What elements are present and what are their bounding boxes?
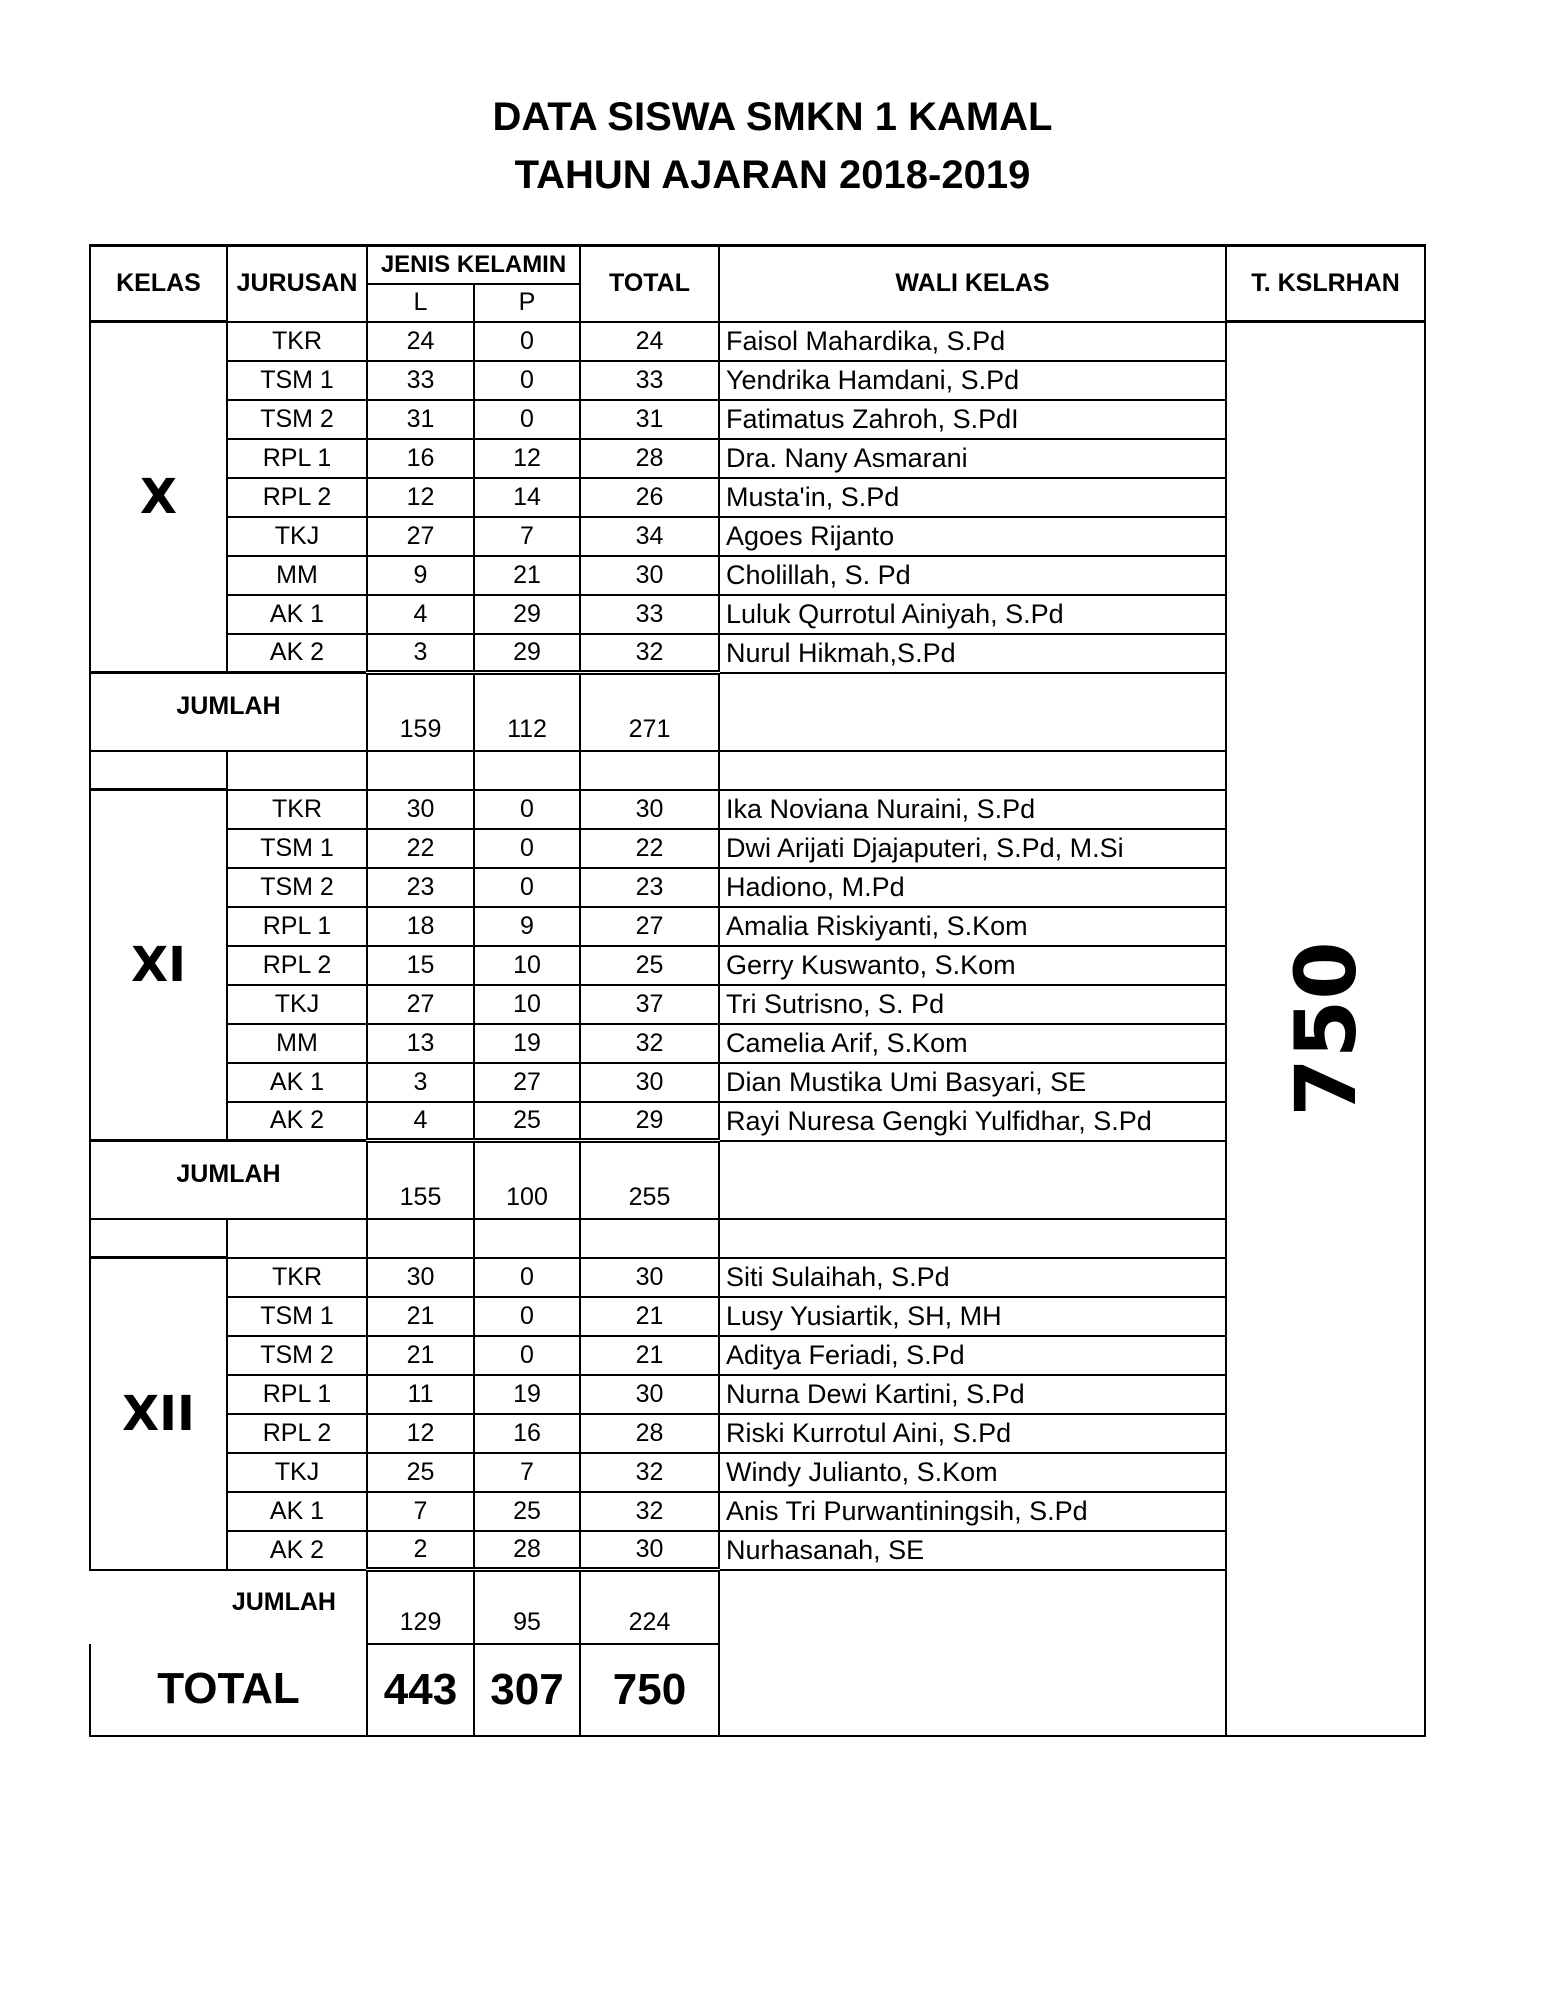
wali-kelas-cell: Hadiono, M.Pd [719,868,1226,907]
jumlah-l: 129 [367,1570,474,1644]
table-row [90,1063,1425,1102]
total-cell: 24 [580,322,719,361]
p-cell: 9 [474,907,580,946]
total-cell: 30 [580,1063,719,1102]
p-cell: 0 [474,1258,580,1297]
table-row [90,439,1425,478]
header-jenis-kelamin: JENIS KELAMIN [367,246,580,284]
p-cell: 14 [474,478,580,517]
l-cell: 31 [367,400,474,439]
table-row [90,790,1425,829]
jumlah-row [90,1570,1425,1644]
empty-cell [90,751,227,790]
l-cell: 22 [367,829,474,868]
total-l: 443 [367,1644,474,1736]
l-cell: 12 [367,478,474,517]
empty-cell [719,1141,1226,1219]
l-cell: 9 [367,556,474,595]
wali-kelas-cell: Camelia Arif, S.Kom [719,1024,1226,1063]
p-cell: 0 [474,1297,580,1336]
table-row [90,1102,1425,1141]
total-cell: 26 [580,478,719,517]
table-row [90,1453,1425,1492]
jurusan-cell: AK 2 [227,1102,367,1141]
total-cell: 33 [580,595,719,634]
table-row [90,829,1425,868]
l-cell: 33 [367,361,474,400]
jurusan-cell: TSM 2 [227,868,367,907]
wali-kelas-cell: Riski Kurrotul Aini, S.Pd [719,1414,1226,1453]
jurusan-cell: TSM 2 [227,400,367,439]
l-cell: 30 [367,1258,474,1297]
l-cell: 2 [367,1531,474,1570]
empty-cell [719,673,1226,751]
jurusan-cell: TSM 1 [227,1297,367,1336]
p-cell: 28 [474,1531,580,1570]
p-cell: 7 [474,517,580,556]
l-cell: 25 [367,1453,474,1492]
total-row [90,1644,1425,1736]
table-row [90,517,1425,556]
wali-kelas-cell: Yendrika Hamdani, S.Pd [719,361,1226,400]
header-l: L [367,284,474,322]
jumlah-l: 155 [367,1141,474,1219]
table-row [90,478,1425,517]
jurusan-cell: TSM 1 [227,829,367,868]
p-cell: 0 [474,829,580,868]
spacer-row [90,1219,1425,1258]
p-cell: 0 [474,400,580,439]
jurusan-cell: TKJ [227,517,367,556]
kelas-label: XII [90,1258,227,1570]
jurusan-cell: AK 1 [227,1492,367,1531]
p-cell: 16 [474,1414,580,1453]
table-row [90,556,1425,595]
table-row [90,361,1425,400]
table-row [90,907,1425,946]
total-cell: 32 [580,1453,719,1492]
wali-kelas-cell: Aditya Feriadi, S.Pd [719,1336,1226,1375]
empty-cell [580,751,719,790]
l-cell: 11 [367,1375,474,1414]
empty-cell [719,1644,1226,1736]
wali-kelas-cell: Nurul Hikmah,S.Pd [719,634,1226,673]
p-cell: 19 [474,1375,580,1414]
l-cell: 21 [367,1336,474,1375]
l-cell: 3 [367,1063,474,1102]
wali-kelas-cell: Dian Mustika Umi Basyari, SE [719,1063,1226,1102]
p-cell: 0 [474,790,580,829]
total-cell: 30 [580,1375,719,1414]
total-p: 307 [474,1644,580,1736]
p-cell: 27 [474,1063,580,1102]
jurusan-cell: RPL 1 [227,907,367,946]
jurusan-cell: TKJ [227,985,367,1024]
jurusan-cell: MM [227,1024,367,1063]
jumlah-p: 100 [474,1141,580,1219]
l-cell: 13 [367,1024,474,1063]
table-row [90,400,1425,439]
empty-cell [580,1219,719,1258]
jumlah-total: 271 [580,673,719,751]
p-cell: 25 [474,1492,580,1531]
total-cell: 28 [580,1414,719,1453]
empty-cell [474,751,580,790]
p-cell: 19 [474,1024,580,1063]
total-cell: 23 [580,868,719,907]
empty-cell [227,1219,367,1258]
table-row [90,322,1425,361]
table-row [90,1531,1425,1570]
total-cell: 30 [580,1258,719,1297]
total-label: TOTAL [90,1644,367,1736]
table-row [90,1414,1425,1453]
header-t-kslrhan: T. KSLRHAN [1226,246,1425,322]
wali-kelas-cell: Nurna Dewi Kartini, S.Pd [719,1375,1226,1414]
l-cell: 23 [367,868,474,907]
total-cell: 28 [580,439,719,478]
jurusan-cell: RPL 2 [227,478,367,517]
jurusan-cell: AK 2 [227,634,367,673]
p-cell: 25 [474,1102,580,1141]
table-row [90,1297,1425,1336]
p-cell: 29 [474,634,580,673]
wali-kelas-cell: Cholillah, S. Pd [719,556,1226,595]
p-cell: 10 [474,985,580,1024]
l-cell: 12 [367,1414,474,1453]
jumlah-total: 224 [580,1570,719,1644]
total-cell: 32 [580,1492,719,1531]
l-cell: 3 [367,634,474,673]
wali-kelas-cell: Anis Tri Purwantiningsih, S.Pd [719,1492,1226,1531]
wali-kelas-cell: Faisol Mahardika, S.Pd [719,322,1226,361]
jumlah-label: JUMLAH [90,1570,367,1644]
wali-kelas-cell: Ika Noviana Nuraini, S.Pd [719,790,1226,829]
jurusan-cell: TKR [227,790,367,829]
jumlah-p: 95 [474,1570,580,1644]
jurusan-cell: TKJ [227,1453,367,1492]
total-cell: 27 [580,907,719,946]
header-wali-kelas: WALI KELAS [719,246,1226,322]
l-cell: 16 [367,439,474,478]
jumlah-p: 112 [474,673,580,751]
jurusan-cell: TKR [227,1258,367,1297]
total-total: 750 [580,1644,719,1736]
wali-kelas-cell: Windy Julianto, S.Kom [719,1453,1226,1492]
jurusan-cell: TKR [227,322,367,361]
empty-cell [719,1219,1226,1258]
table-row [90,1024,1425,1063]
wali-kelas-cell: Luluk Qurrotul Ainiyah, S.Pd [719,595,1226,634]
empty-cell [227,751,367,790]
kelas-label: XI [90,790,227,1141]
l-cell: 15 [367,946,474,985]
l-cell: 18 [367,907,474,946]
student-data-table [89,244,1426,1737]
jumlah-row [90,673,1425,751]
page-subtitle: TAHUN AJARAN 2018-2019 [514,153,1031,197]
l-cell: 7 [367,1492,474,1531]
table-row [90,1375,1425,1414]
jurusan-cell: TSM 1 [227,361,367,400]
jurusan-cell: AK 2 [227,1531,367,1570]
header-p: P [474,284,580,322]
l-cell: 4 [367,595,474,634]
p-cell: 21 [474,556,580,595]
jurusan-cell: TSM 2 [227,1336,367,1375]
jurusan-cell: RPL 1 [227,1375,367,1414]
table-row [90,868,1425,907]
jurusan-cell: MM [227,556,367,595]
jumlah-total: 255 [580,1141,719,1219]
wali-kelas-cell: Dra. Nany Asmarani [719,439,1226,478]
empty-cell [367,751,474,790]
total-cell: 31 [580,400,719,439]
jumlah-row [90,1141,1425,1219]
page-title: DATA SISWA SMKN 1 KAMAL [492,95,1053,139]
p-cell: 0 [474,868,580,907]
empty-cell [719,1570,1226,1644]
l-cell: 27 [367,985,474,1024]
wali-kelas-cell: Gerry Kuswanto, S.Kom [719,946,1226,985]
wali-kelas-cell: Nurhasanah, SE [719,1531,1226,1570]
header-jurusan: JURUSAN [227,246,367,322]
l-cell: 30 [367,790,474,829]
total-cell: 32 [580,1024,719,1063]
jurusan-cell: RPL 2 [227,946,367,985]
p-cell: 29 [474,595,580,634]
wali-kelas-cell: Dwi Arijati Djajaputeri, S.Pd, M.Si [719,829,1226,868]
empty-cell [367,1219,474,1258]
p-cell: 10 [474,946,580,985]
total-cell: 34 [580,517,719,556]
kelas-label: X [90,322,227,673]
total-cell: 21 [580,1336,719,1375]
wali-kelas-cell: Siti Sulaihah, S.Pd [719,1258,1226,1297]
grand-total-value: 750 [1276,941,1375,1117]
wali-kelas-cell: Fatimatus Zahroh, S.PdI [719,400,1226,439]
total-cell: 21 [580,1297,719,1336]
table-row [90,634,1425,673]
wali-kelas-cell: Musta'in, S.Pd [719,478,1226,517]
total-cell: 25 [580,946,719,985]
total-cell: 29 [580,1102,719,1141]
jumlah-label: JUMLAH [90,1141,367,1219]
table-row [90,1492,1425,1531]
jumlah-l: 159 [367,673,474,751]
l-cell: 27 [367,517,474,556]
total-cell: 30 [580,556,719,595]
header-kelas: KELAS [90,246,227,322]
grand-total-cell [1226,322,1425,1736]
jurusan-cell: AK 1 [227,1063,367,1102]
table-row [90,946,1425,985]
jurusan-cell: RPL 1 [227,439,367,478]
total-cell: 22 [580,829,719,868]
jumlah-label: JUMLAH [90,673,367,751]
spacer-row [90,751,1425,790]
p-cell: 0 [474,322,580,361]
l-cell: 24 [367,322,474,361]
empty-cell [474,1219,580,1258]
wali-kelas-cell: Tri Sutrisno, S. Pd [719,985,1226,1024]
total-cell: 33 [580,361,719,400]
total-cell: 32 [580,634,719,673]
p-cell: 12 [474,439,580,478]
table-row [90,595,1425,634]
wali-kelas-cell: Lusy Yusiartik, SH, MH [719,1297,1226,1336]
wali-kelas-cell: Rayi Nuresa Gengki Yulfidhar, S.Pd [719,1102,1226,1141]
table-row [90,1336,1425,1375]
jurusan-cell: RPL 2 [227,1414,367,1453]
p-cell: 0 [474,1336,580,1375]
total-cell: 30 [580,790,719,829]
p-cell: 0 [474,361,580,400]
empty-cell [719,751,1226,790]
wali-kelas-cell: Amalia Riskiyanti, S.Kom [719,907,1226,946]
jurusan-cell: AK 1 [227,595,367,634]
total-cell: 30 [580,1531,719,1570]
table-row [90,1258,1425,1297]
table-row [90,985,1425,1024]
wali-kelas-cell: Agoes Rijanto [719,517,1226,556]
total-cell: 37 [580,985,719,1024]
l-cell: 21 [367,1297,474,1336]
header-total: TOTAL [580,246,719,322]
p-cell: 7 [474,1453,580,1492]
empty-cell [90,1219,227,1258]
l-cell: 4 [367,1102,474,1141]
